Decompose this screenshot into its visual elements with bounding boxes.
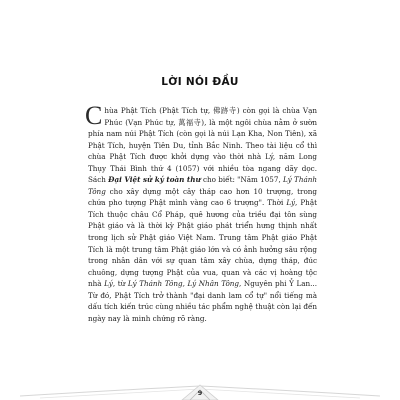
text-run: , Phật Tích thuộc châu Cổ Pháp, quê hương của triều đại tôn sùng Phật giáo và là thời kỳ Phật giáo phát triển hưng thịnh nhất trong lịch sử Phật giáo Việt Nam. Trung tâm Phật giáo Phật Tích là một trung tâm Phật giáo lớn và có ảnh hưởng sâu rộng trong nhân dân với sự quan tâm xây chùa, dựng tháp, đúc chuông, dựng tượng Phật của vua, quan và các vị hoàng tộc nhà: [88, 198, 317, 289]
text-run: , Nguyên phi Ỷ Lan... Từ đó, Phật Tích trở thành "đại danh lam cổ tự" nổi tiếng mà dấu tích kiến trúc cùng nhiều tác phẩm nghệ thuật còn lại đến ngày nay là minh chứng rõ ràng.: [88, 279, 318, 323]
text-run: , từ: [112, 279, 128, 289]
name-emphasis: Lý: [104, 279, 113, 289]
text-run: cho xây dựng một cây tháp cao hơn 10 trượng, trong chứa pho tượng Phật mình vàng cao 6 trượng". Thời: [88, 186, 317, 208]
page-title: LỜI NÓI ĐẦU: [161, 76, 239, 88]
name-emphasis: Lý: [286, 198, 296, 208]
book-title-emphasis: Đại Việt sử ký toàn thư: [108, 175, 201, 185]
drop-cap: C: [85, 101, 103, 130]
page-number: 9: [197, 389, 203, 397]
preface-paragraph: [85, 101, 318, 324]
name-emphasis: Lý Thánh Tông: [88, 175, 317, 196]
name-emphasis: Lý Thánh Tông, Lý Nhân Tông: [127, 279, 240, 289]
text-run: hùa Phật Tích (Phật Tích tự, 佛跡寺) còn gọi là chùa Vạn Phúc (Vạn Phúc tự, 萬福寺), là một ngôi chùa nằm ở sườn phía nam núi Phật Tích (còn gọi là núi Lạn Kha, Non Tiên), xã Phật Tích, huyện Tiên Du, tỉnh Bắc Ninh. Theo tài liệu cổ thì chùa Phật Tích được khởi dựng vào thời nhà Lý, năm Long Thụy Thái Bình thứ 4 (1057) với nhiều tòa ngang dãy dọc. Sách: [88, 106, 317, 185]
text-run: cho biết: "Năm 1057,: [200, 175, 284, 185]
